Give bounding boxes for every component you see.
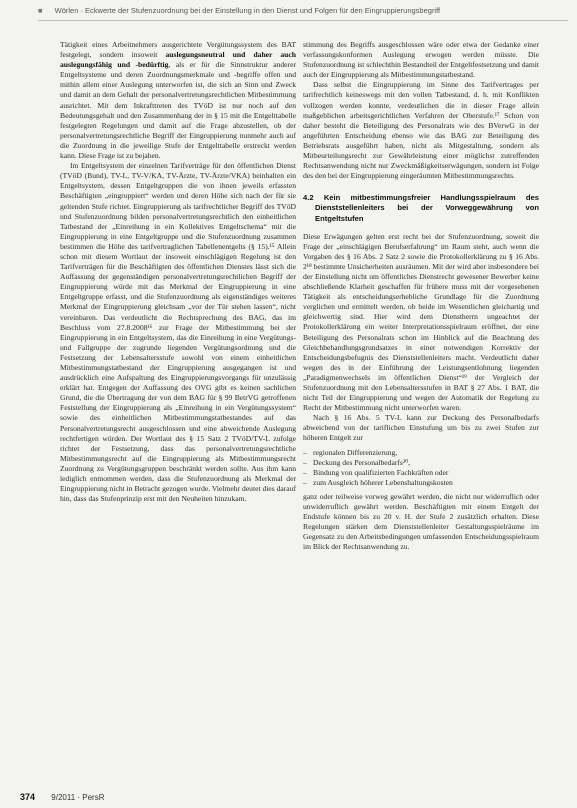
paragraph [60, 40, 296, 161]
running-title: Wörlen · Eckwerte der Stufenzuordnung bei der Einstellung in den Dienst und Folgen für den Eingruppierungsbegriff [54, 6, 441, 15]
emphasis-text: auslegungsneutral und daher auch auslegungsfähig und -bedürftig [60, 50, 297, 70]
list-item: – zum Ausgleich höherer Lebenshaltungskosten [313, 478, 539, 488]
list-item: – Deckung des Personalbedarfs²⁰, [313, 458, 539, 468]
right-column [303, 40, 539, 553]
list-item: – Bindung von qualifizierten Fachkräften oder [313, 468, 539, 478]
paragraph: stimmung des Begriffs ausgeschlossen wäre oder etwa der Gedanke einer verfassungskonformen Auslegung erwogen werden müsste. Die Stufenzuordnung ist schlechthin Bestandteil der Entgeltfestsetzung und damit auch der Eingruppierung als Mitbestimmungstatbestand. [303, 40, 539, 80]
section-heading: 4.2 Kein mitbestimmungsfreier Handlungsspielraum des Dienststellenleiters bei der Vorweggewährung von Entgeltstufen [303, 193, 539, 223]
paragraph-text: Tätigkeit eines Arbeitnehmers ausgerichtete Vergütungssystem des BAT festgelegt, sondern insoweit [60, 40, 296, 60]
list-item: – regionalen Differenzierung, [313, 448, 539, 458]
page-number: 374 [20, 792, 36, 802]
issue-label: 9/2011 · PersR [51, 793, 105, 802]
bullet-list [303, 448, 539, 488]
page-mark: ■ [38, 6, 43, 15]
page-footer [20, 792, 104, 802]
paragraph: Im Entgeltsystem der einzelnen Tarifverträge für den öffentlichen Dienst (TVöD (Bund), TV-L, TV-V/KA, TV-Ärzte, TV-Ärzte/VKA) beinhalten ein Entgeltsystem, dessen Entgeltgruppen die von ihnen jeweils erfassten Beschäftigten „eingruppiert“ werden und deren Höhe sich nach der für sie geltenden Stufe richtet. Eingruppierung als tarifrechtlicher Begriff des TVöD und Stufenzuordnung bilden personalvertretungsrechtlich den einheitlichen Tatbestand der „Einreihung in ein Kollektives Entgeltschema“ mit die Eingruppierung in eine Entgeltgruppe und die Stufenzuordnung zusammen bestimmen die Höhe des tarifvertraglichen Tabellenentgelts (§ 15).¹⁵ Allein schon mit diesem Wortlaut der insoweit einschlägigen Regelung ist den Tarifverträgen für die Beschäftigten des öffentlichen Dienstes lässt sich die Auffassung der gegenständigen personalvertretungsrechtlichen Begriff der Eingruppierung würde mit das Merkmal der Eingruppierung in eine Entgeltgruppe erfasst, und die Stufenzuordnung als eigenständiges weiteres Merkmal der Eingruppierung gleichsam „vor der Tür stehen lassen“, nicht vereinbaren. Das verdeutlicht die Rechtsprechung des BAG, das im Beschluss vom 27.8.2008¹⁶ zur Frage der Mitbestimmung bei der Eingruppierung in ein Entgeltsystem, das die Einreihung in eine Vergütungs- und Fallgruppe der zugrunde liegenden Vergütungsordnung und die Festsetzung der Lebensaltersstufe sowohl von einem einheitlichen Mitbestimmungstatbestand der Eingruppierung ausgegangen ist und ausdrücklich eine Aufspaltung des Eingruppierungsvorgangs für unzulässig erklärt hat. Entgegen der Auffassung des OVG gibt es keinen sachlichen Grund, die die Übertragung der von dem BAG für § 99 BetrVG getroffenen Feststellung der Eingruppierung als „Einreihung in ein Vergütungssystem“ sowie des einheitlichen Mitbestimmungstatbestandes auf das Personalvertretungsrecht ausgeschlossen und eine abweichende Auslegung rechtfertigen würden. Der Wortlaut des § 15 Satz 2 TVöD/TV-L zufolge richtet der Festsetzung, dass das personalvertretungsrechtliche Mitbestimmungsrecht auf die Eingruppierung als Mitbestimmungsrecht Zuordnung zu Vergütungsgruppen beschränkt werden sollte. Aus ihm kann lediglich entnommen werden, dass die Stufenzuordnung als Merkmal der Eingruppierung nicht in Betracht gezogen wurde. Vielmehr deutet dies darauf hin, dass das Stufenprinzip erst mit den Neuheiten hinzukam. [60, 161, 296, 504]
paragraph-text: , als er für die Sinnstruktur anderer Entgeltsysteme und deren Zuordnungsmerkmale und -begriffe offen und mithin allem einer Auslegung unterworfen ist, die sich an Sinn und Zweck und damit an dem Gehalt der personalvertretungsrechtlichen Mitbestimmung ausrichtet. Mit dem Inkrafttreten des TVöD ist nur noch auf den Bedeutungsgehalt und den Zusammenhang der in § 15 mit die Entgelttabelle festgelegten Regelungen und damit auf die Frage abzustellen, ob der personalvertretungsrechtliche Begriff der Eingruppierung nunmehr auch auf die Zuordnung in die jeweilige Stufe der Entgelttabelle erstreckt werden kann. Diese Frage ist zu bejahen. [60, 60, 296, 161]
paragraph: ganz oder teilweise vorweg gewährt werden, die nicht nur widerruflich oder unwiderruflich gewährt werden. Beschäftigten mit einem Entgelt der Endstufe können bis zu 20 v. H. der Stufe 2 zusätzlich erhalten. Diese Regelungen stärken dem Dienststellenleiter Gestaltungsspielräume im Gegensatz zu den Arbeitsbedingungen umfassenden Entscheidungsspielraum im Blick der Rechtsanwendung zu. [303, 491, 539, 552]
paragraph: Nach § 16 Abs. 5 TV-L kann zur Deckung des Personalbedarfs abweichend von der tariflichen Einstufung um bis zu zwei Stufen zur höheren Entgelt zur [303, 413, 539, 443]
left-column [60, 40, 296, 504]
paragraph: Dass selbst die Eingruppierung im Sinne des Tarifvertrages per tarifrechtlich keineswegs mit den vollen Tatbestand, d. h. mit Konflikten vollzogen werden konnte, verdeutlichen die in dieser Frage allein maßgeblichen arbeitsgerichtlichen Verfahren der Oberstufe.¹⁷ Schon von daher besteht die Beteiligung des Personalrats wie des BVerwG in der angeführten Entscheidung ebenso wie das BAG zur Beteiligung des Betriebsrats ausgeführt haben, nicht als Mitgestaltung, sondern als Mitbeurteilungsrecht zur Gewährleistung einer möglichst zutreffenden Rechtsanwendung nicht nur Zweckmäßigkeitserwägungen, sondern ist Folge des den bei der Eingruppierung eingeräumten Mitbestimmungsrechts. [303, 80, 539, 181]
paragraph: Diese Erwägungen gelten erst recht bei der Stufenzuordnung, soweit die Frage der „einschlägigen Berufserfahrung“ im Raum steht, auch wenn die Vorgaben des § 16 Abs. 2 Satz 2 sowie die Protokollerklärung zu § 16 Abs. 2¹⁸ bestimmte Unsicherheiten ausräumen. Mit der wird aber insbesondere bei der Einstellung nicht um öffentliches Dienstrecht gewesener Bewerber keine abschließende Klarheit geschaffen für frühere muss mit der vorgesehenen Tätigkeit als entscheidungserhebliche Grundlage für die Zuordnung verglichen und ermittelt werden, ob beide im Wesentlichen gleichartig und gleichwertig sind. Hier wird dem Dienstherrn ungeachtet der Protokollerklärung ein weiter Interpretationsspielraum eröffnet, der eine Beteiligung des Personalrats schon im Hinblick auf die Beachtung des Gleichbehandlungsgrundsatzes in einer notwendigen Korrektiv der Entscheidungsbefugnis des Dienststellenleiters macht. Verdeutlicht daher wegen des in der Einführung der Leistungsentlohnung liegenden „Paradigmenwechsels im öffentlichen Dienst“¹⁹ der Vergleich der Stufenzuordnung mit den Lebensaltersstufen in BAT § 27 Abs. 1 BAT, die nicht Teil der Eingruppierung und wegen der Automatik der Regelung zu Recht der Mitbestimmung nicht unterworfen waren. [303, 231, 539, 413]
running-header [38, 6, 568, 21]
